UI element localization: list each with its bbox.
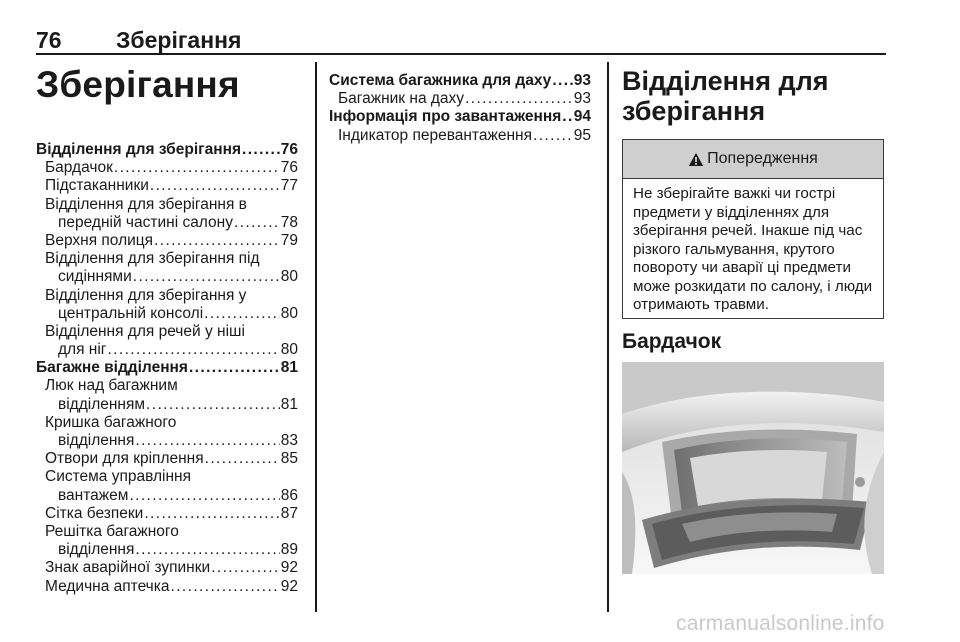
toc-entry-title: Інформація про завантаження xyxy=(329,108,562,126)
toc-entry-page: 87 xyxy=(280,504,298,522)
toc-entry-title: Сітка безпеки xyxy=(45,504,144,522)
toc-column-2 xyxy=(329,72,591,145)
toc-leader-dots xyxy=(146,396,280,414)
toc-entry xyxy=(36,559,298,577)
toc-entry-page: 89 xyxy=(280,541,298,559)
toc-entry-title: сидіннями xyxy=(58,268,132,286)
toc-entry xyxy=(36,141,298,159)
toc-entry-page: 81 xyxy=(280,395,298,413)
toc-entry xyxy=(36,487,298,505)
warning-triangle-icon xyxy=(688,152,704,167)
toc-entry xyxy=(36,468,298,486)
glovebox-illustration xyxy=(622,362,884,574)
toc-entry-title: Система управління xyxy=(45,468,191,486)
toc-entry xyxy=(36,232,298,250)
toc-entry xyxy=(329,90,591,108)
toc-entry xyxy=(329,108,591,126)
warning-heading: Попередження xyxy=(707,150,818,167)
header-rule xyxy=(36,53,886,55)
toc-leader-dots xyxy=(171,578,280,596)
toc-leader-dots xyxy=(189,359,280,377)
toc-entry-page: 80 xyxy=(280,341,298,359)
toc-entry xyxy=(36,196,298,214)
toc-leader-dots xyxy=(135,432,279,450)
toc-leader-dots xyxy=(150,177,280,195)
page-number: 76 xyxy=(36,27,62,53)
toc-entry xyxy=(36,359,298,377)
toc-entry-title: Люк над багажним xyxy=(45,377,178,395)
toc-leader-dots xyxy=(205,450,280,468)
toc-entry-page: 93 xyxy=(573,90,591,108)
toc-leader-dots xyxy=(204,305,280,323)
toc-entry-page: 86 xyxy=(280,486,298,504)
toc-entry xyxy=(36,323,298,341)
toc-entry-page: 78 xyxy=(280,213,298,231)
toc-entry-title: для ніг xyxy=(58,341,107,359)
toc-entry xyxy=(36,214,298,232)
toc-entry-page: 77 xyxy=(280,177,298,195)
toc-entry xyxy=(36,396,298,414)
toc-entry-title: Знак аварійної зупинки xyxy=(45,559,211,577)
toc-leader-dots xyxy=(562,108,573,126)
toc-entry-title: Багажник на даху xyxy=(338,90,465,108)
toc-entry-title: відділення xyxy=(58,432,135,449)
toc-entry-page: 80 xyxy=(280,304,298,322)
toc-entry-page: 81 xyxy=(280,359,298,377)
toc-entry-page: 94 xyxy=(573,108,591,126)
toc-entry xyxy=(36,450,298,468)
toc-entry-title: Відділення для зберігання в xyxy=(45,195,247,213)
toc-entry xyxy=(36,505,298,523)
toc-entry xyxy=(36,414,298,432)
toc-leader-dots xyxy=(144,505,279,523)
toc-column-1 xyxy=(36,141,298,596)
toc-entry-page: 92 xyxy=(280,577,298,595)
chapter-title: Зберігання xyxy=(36,64,240,105)
toc-entry-title: Медична аптечка xyxy=(45,577,170,595)
page-header xyxy=(36,27,886,55)
warning-box xyxy=(622,139,884,319)
toc-entry xyxy=(36,177,298,195)
toc-entry xyxy=(36,541,298,559)
running-header-title: Зберігання xyxy=(116,27,242,53)
warning-text: Не зберігайте важкі чи гострі предмети у відділеннях для зберігання речей. Інакше під час різкого гальмування, крутого повороту чи аварії ці предмети може розкидати по салону, і люди отримають травми. xyxy=(633,185,873,313)
toc-entry-title: Верхня полиця xyxy=(45,231,154,249)
toc-entry xyxy=(36,250,298,268)
toc-entry-title: Підстаканники xyxy=(45,177,149,195)
warning-header xyxy=(623,140,883,179)
toc-entry-title: Кришка багажного xyxy=(45,413,177,431)
toc-entry-page: 80 xyxy=(280,268,298,286)
toc-leader-dots xyxy=(107,341,279,359)
watermark: carmanualsonline.info xyxy=(676,612,885,635)
toc-entry-page: 83 xyxy=(280,432,298,449)
toc-entry-title: вантажем xyxy=(58,486,129,504)
toc-entry-page: 93 xyxy=(573,72,591,89)
toc-entry-title: Бардачок xyxy=(45,159,113,177)
toc-leader-dots xyxy=(242,141,280,159)
toc-leader-dots xyxy=(135,541,279,559)
glovebox-drawing xyxy=(622,362,884,574)
toc-leader-dots xyxy=(154,232,280,250)
toc-entry-title: Система багажника для даху xyxy=(329,72,552,89)
toc-entry-page: 76 xyxy=(280,141,298,158)
toc-entry-title: Відділення для зберігання під xyxy=(45,250,260,268)
subsection-title: Бардачок xyxy=(622,330,722,353)
toc-leader-dots xyxy=(234,214,280,232)
toc-entry-title: відділенням xyxy=(58,395,146,413)
toc-entry-title: Відділення для зберігання у xyxy=(45,286,247,304)
toc-entry xyxy=(329,72,591,90)
toc-entry xyxy=(36,159,298,177)
toc-entry xyxy=(36,377,298,395)
column-divider-2 xyxy=(607,62,609,612)
toc-entry xyxy=(36,578,298,596)
toc-entry-title: Отвори для кріплення xyxy=(45,450,204,468)
toc-entry-title: Індикатор перевантаження xyxy=(338,126,532,144)
toc-entry-title: передній частині салону xyxy=(58,213,233,231)
toc-leader-dots xyxy=(211,559,280,577)
toc-entry xyxy=(329,127,591,145)
toc-entry-page: 95 xyxy=(573,126,591,144)
toc-entry xyxy=(36,523,298,541)
section-title: Відділення для зберігання xyxy=(622,66,829,126)
toc-entry-page: 92 xyxy=(280,559,298,577)
toc-entry-title: центральній консолі xyxy=(58,304,204,322)
toc-entry-title: Відділення для речей у ніші xyxy=(45,322,245,340)
toc-leader-dots xyxy=(465,90,573,108)
toc-leader-dots xyxy=(533,127,573,145)
toc-entry xyxy=(36,341,298,359)
toc-entry xyxy=(36,432,298,450)
toc-entry xyxy=(36,268,298,286)
toc-entry-page: 76 xyxy=(280,159,298,177)
toc-entry-title: Відділення для зберігання xyxy=(36,141,241,158)
toc-leader-dots xyxy=(114,159,280,177)
toc-leader-dots xyxy=(133,268,280,286)
toc-entry xyxy=(36,305,298,323)
toc-entry-page: 79 xyxy=(280,231,298,249)
toc-entry xyxy=(36,287,298,305)
toc-entry-title: Багажне відділення xyxy=(36,359,188,377)
toc-entry-title: Решітка багажного xyxy=(45,522,179,540)
toc-entry-title: відділення xyxy=(58,541,135,559)
toc-leader-dots xyxy=(552,72,572,90)
column-divider-1 xyxy=(315,62,317,612)
toc-leader-dots xyxy=(129,487,279,505)
toc-entry-page: 85 xyxy=(280,450,298,468)
